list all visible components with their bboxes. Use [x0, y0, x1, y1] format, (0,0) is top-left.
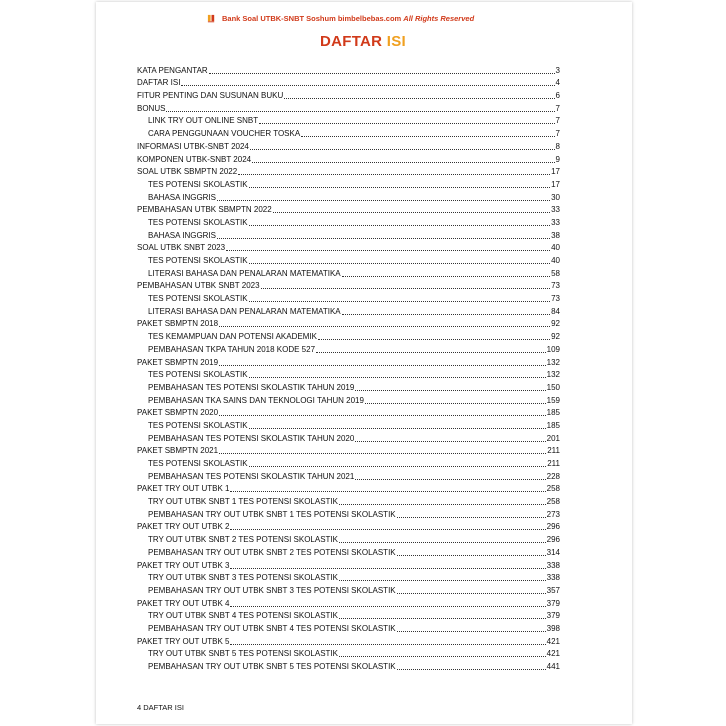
toc-entry-label: PEMBAHASAN TKA SAINS DAN TEKNOLOGI TAHUN 2019	[148, 395, 364, 405]
toc-leader-dots	[273, 211, 550, 213]
table-of-contents	[137, 63, 560, 672]
toc-entry-label: PEMBAHASAN UTBK SNBT 2023	[137, 281, 260, 291]
toc-entry-page: 273	[546, 509, 560, 519]
toc-entry-page: 338	[546, 560, 560, 570]
toc-entry-page: 3	[555, 65, 560, 75]
toc-leader-dots	[339, 655, 546, 657]
toc-entry-page: 84	[551, 306, 560, 316]
toc-entry[interactable]	[137, 88, 560, 101]
toc-leader-dots	[181, 84, 554, 86]
toc-entry[interactable]	[137, 101, 560, 114]
header-text	[222, 14, 474, 23]
toc-leader-dots	[230, 567, 545, 569]
toc-entry-page: 132	[546, 357, 560, 367]
toc-entry-page: 132	[546, 370, 560, 380]
toc-entry-page: 296	[546, 522, 560, 532]
toc-leader-dots	[365, 402, 546, 404]
toc-entry[interactable]	[137, 114, 560, 127]
toc-entry-label: PAKET TRY OUT UTBK 1	[137, 484, 230, 494]
toc-entry-label: TRY OUT UTBK SNBT 4 TES POTENSI SKOLASTIK	[148, 611, 338, 621]
toc-leader-dots	[249, 300, 551, 302]
toc-leader-dots	[316, 351, 546, 353]
toc-entry[interactable]	[137, 165, 560, 178]
toc-leader-dots	[249, 224, 551, 226]
toc-entry-label: PAKET SBMPTN 2018	[137, 319, 219, 329]
toc-leader-dots	[217, 199, 550, 201]
toc-entry-page: 7	[555, 129, 560, 139]
toc-entry[interactable]	[137, 63, 560, 76]
toc-leader-dots	[355, 389, 545, 391]
toc-entry-page: 33	[551, 205, 560, 215]
page-footer: 4 DAFTAR ISI	[137, 703, 184, 712]
toc-entry-page: 17	[551, 179, 560, 189]
toc-entry-page: 150	[546, 382, 560, 392]
toc-entry-page: 58	[551, 268, 560, 278]
toc-entry-page: 109	[546, 344, 560, 354]
toc-entry-page: 92	[551, 332, 560, 342]
toc-entry-page: 38	[551, 230, 560, 240]
toc-entry[interactable]	[137, 177, 560, 190]
toc-entry-page: 201	[546, 433, 560, 443]
toc-leader-dots	[301, 135, 554, 137]
toc-entry-page: 17	[551, 167, 560, 177]
toc-entry[interactable]	[137, 329, 560, 342]
toc-leader-dots	[342, 275, 550, 277]
toc-entry-label: PEMBAHASAN TKPA TAHUN 2018 KODE 527	[148, 344, 316, 354]
toc-entry-page: 314	[546, 547, 560, 557]
toc-leader-dots	[397, 668, 546, 670]
toc-entry[interactable]	[137, 532, 560, 545]
book-icon	[207, 14, 216, 23]
toc-entry[interactable]	[137, 558, 560, 571]
toc-leader-dots	[397, 592, 546, 594]
toc-entry-label: PEMBAHASAN TRY OUT UTBK SNBT 3 TES POTENSI SKOLASTIK	[148, 585, 396, 595]
toc-entry-page: 7	[555, 103, 560, 113]
toc-entry-page: 92	[551, 319, 560, 329]
toc-entry-label: BAHASA INGGRIS	[148, 192, 217, 202]
page-header	[207, 14, 474, 23]
toc-entry-label: LINK TRY OUT ONLINE SNBT	[148, 116, 259, 126]
toc-entry-page: 7	[555, 116, 560, 126]
toc-entry-page: 296	[546, 535, 560, 545]
toc-entry[interactable]	[137, 634, 560, 647]
toc-entry-label: PEMBAHASAN TES POTENSI SKOLASTIK TAHUN 2021	[148, 471, 355, 481]
toc-entry[interactable]	[137, 139, 560, 152]
toc-entry-page: 40	[551, 256, 560, 265]
toc-entry[interactable]	[137, 494, 560, 507]
toc-leader-dots	[230, 605, 545, 607]
toc-leader-dots	[355, 440, 545, 442]
toc-leader-dots	[249, 465, 547, 467]
toc-entry-page: 258	[546, 497, 560, 507]
toc-entry-label: DAFTAR ISI	[137, 78, 181, 88]
toc-entry[interactable]	[137, 203, 560, 216]
toc-leader-dots	[219, 414, 546, 416]
toc-entry[interactable]	[137, 304, 560, 317]
toc-entry-page: 8	[555, 141, 560, 151]
toc-entry-label: BONUS	[137, 103, 166, 113]
toc-entry-label: PEMBAHASAN TRY OUT UTBK SNBT 4 TES POTENSI SKOLASTIK	[148, 623, 396, 633]
toc-entry-page: 338	[546, 573, 560, 583]
toc-entry[interactable]	[137, 609, 560, 622]
toc-entry[interactable]	[137, 279, 560, 292]
toc-entry[interactable]	[137, 482, 560, 495]
toc-entry-page: 258	[546, 484, 560, 494]
toc-entry-page: 185	[546, 420, 560, 430]
toc-entry-label: KOMPONEN UTBK-SNBT 2024	[137, 154, 252, 164]
toc-entry[interactable]	[137, 406, 560, 419]
toc-entry-label: PAKET TRY OUT UTBK 3	[137, 560, 230, 570]
toc-entry[interactable]	[137, 253, 560, 266]
toc-entry-label: TES POTENSI SKOLASTIK	[148, 459, 248, 468]
toc-entry[interactable]	[137, 444, 560, 457]
toc-entry[interactable]	[137, 431, 560, 444]
toc-entry[interactable]	[137, 596, 560, 609]
toc-entry[interactable]	[137, 342, 560, 355]
toc-entry-label: TES POTENSI SKOLASTIK	[148, 217, 248, 227]
toc-leader-dots	[397, 554, 546, 556]
title-word-daftar: DAFTAR	[319, 33, 383, 50]
toc-entry-label: LITERASI BAHASA DAN PENALARAN MATEMATIKA	[148, 268, 341, 278]
toc-leader-dots	[339, 541, 546, 543]
toc-entry-page: 185	[546, 408, 560, 418]
toc-leader-dots	[249, 186, 551, 188]
toc-entry-label: LITERASI BAHASA DAN PENALARAN MATEMATIKA	[148, 306, 341, 316]
toc-entry-page: 379	[546, 611, 560, 621]
toc-leader-dots	[249, 376, 546, 378]
header-text-rights: All Rights Reserved	[403, 14, 475, 23]
toc-entry-page: 73	[551, 294, 560, 304]
toc-leader-dots	[318, 338, 550, 340]
toc-leader-dots	[226, 249, 550, 251]
toc-entry-label: PAKET TRY OUT UTBK 4	[137, 598, 230, 608]
toc-entry-label: PEMBAHASAN TES POTENSI SKOLASTIK TAHUN 2019	[148, 382, 355, 392]
toc-entry-page: 73	[551, 281, 560, 291]
toc-entry-label: TRY OUT UTBK SNBT 2 TES POTENSI SKOLASTIK	[148, 535, 338, 545]
toc-leader-dots	[284, 97, 554, 99]
toc-entry-label: TES POTENSI SKOLASTIK	[148, 420, 248, 430]
toc-entry[interactable]	[137, 583, 560, 596]
toc-entry-label: PAKET SBMPTN 2021	[137, 446, 219, 456]
toc-entry-label: TES POTENSI SKOLASTIK	[148, 370, 248, 380]
toc-entry-label: CARA PENGGUNAAN VOUCHER TOSKA	[148, 129, 301, 139]
toc-leader-dots	[250, 148, 555, 150]
toc-entry-label: KATA PENGANTAR	[137, 65, 208, 75]
toc-leader-dots	[252, 161, 554, 163]
toc-entry-label: TRY OUT UTBK SNBT 1 TES POTENSI SKOLASTIK	[148, 497, 338, 507]
toc-leader-dots	[339, 617, 546, 619]
toc-entry-label: TES KEMAMPUAN DAN POTENSI AKADEMIK	[148, 332, 317, 342]
toc-leader-dots	[219, 325, 550, 327]
toc-leader-dots	[342, 313, 550, 315]
toc-entry-page: 379	[546, 598, 560, 608]
toc-entry-label: TES POTENSI SKOLASTIK	[148, 179, 248, 189]
toc-entry[interactable]	[137, 456, 560, 469]
toc-entry[interactable]	[137, 520, 560, 533]
toc-entry[interactable]	[137, 507, 560, 520]
toc-entry-page: 30	[551, 192, 560, 202]
toc-entry-page: 33	[551, 217, 560, 227]
toc-entry-label: PAKET TRY OUT UTBK 2	[137, 522, 230, 532]
toc-leader-dots	[259, 122, 554, 124]
toc-leader-dots	[397, 516, 546, 518]
toc-entry-page: 421	[546, 636, 560, 646]
toc-entry[interactable]	[137, 621, 560, 634]
toc-leader-dots	[339, 579, 546, 581]
toc-leader-dots	[261, 287, 551, 289]
toc-leader-dots	[166, 110, 554, 112]
toc-entry[interactable]	[137, 291, 560, 304]
toc-entry[interactable]	[137, 380, 560, 393]
toc-entry-page: 211	[547, 459, 560, 468]
toc-entry[interactable]	[137, 76, 560, 89]
toc-entry-page: 159	[546, 395, 560, 405]
toc-leader-dots	[219, 452, 546, 454]
toc-entry-label: PAKET SBMPTN 2019	[137, 357, 219, 367]
toc-entry[interactable]	[137, 368, 560, 381]
toc-leader-dots	[219, 364, 546, 366]
toc-entry-label: TES POTENSI SKOLASTIK	[148, 256, 248, 265]
toc-entry[interactable]	[137, 241, 560, 254]
toc-entry-label: BAHASA INGGRIS	[148, 230, 217, 240]
toc-entry-page: 4	[555, 78, 560, 88]
toc-entry-label: PAKET TRY OUT UTBK 5	[137, 636, 230, 646]
toc-entry-label: INFORMASI UTBK-SNBT 2024	[137, 141, 249, 151]
toc-entry-label: PEMBAHASAN TRY OUT UTBK SNBT 1 TES POTENSI SKOLASTIK	[148, 509, 396, 519]
toc-entry-label: PAKET SBMPTN 2020	[137, 408, 219, 418]
toc-entry-page: 40	[551, 243, 560, 253]
toc-entry[interactable]	[137, 228, 560, 241]
toc-entry-label: PEMBAHASAN TES POTENSI SKOLASTIK TAHUN 2020	[148, 433, 355, 443]
toc-entry[interactable]	[137, 355, 560, 368]
toc-leader-dots	[355, 478, 545, 480]
toc-entry-label: PEMBAHASAN TRY OUT UTBK SNBT 5 TES POTENSI SKOLASTIK	[148, 662, 396, 671]
toc-leader-dots	[209, 72, 555, 74]
toc-entry[interactable]	[137, 190, 560, 203]
toc-entry-page: 228	[546, 471, 560, 481]
toc-entry-page: 6	[555, 91, 560, 101]
toc-entry-label: TES POTENSI SKOLASTIK	[148, 294, 248, 304]
toc-entry-page: 9	[555, 154, 560, 164]
page-title	[0, 33, 726, 50]
toc-entry[interactable]	[137, 469, 560, 482]
toc-entry-label: PEMBAHASAN TRY OUT UTBK SNBT 2 TES POTENSI SKOLASTIK	[148, 547, 396, 557]
toc-entry[interactable]	[137, 647, 560, 660]
toc-leader-dots	[339, 503, 546, 505]
toc-entry-page: 211	[547, 446, 560, 456]
toc-entry-label: PEMBAHASAN UTBK SBMPTN 2022	[137, 205, 272, 215]
toc-entry[interactable]	[137, 418, 560, 431]
toc-entry[interactable]	[137, 317, 560, 330]
toc-entry-label: TRY OUT UTBK SNBT 5 TES POTENSI SKOLASTIK	[148, 649, 338, 659]
toc-leader-dots	[238, 173, 550, 175]
toc-entry-label: FITUR PENTING DAN SUSUNAN BUKU	[137, 91, 284, 101]
toc-entry[interactable]	[137, 152, 560, 165]
toc-entry[interactable]	[137, 215, 560, 228]
toc-entry[interactable]	[137, 659, 560, 672]
toc-entry-label: SOAL UTBK SBMPTN 2022	[137, 167, 238, 177]
toc-entry[interactable]	[137, 266, 560, 279]
toc-entry-page: 421	[546, 649, 560, 659]
header-text-main: Bank Soal UTBK-SNBT Soshum bimbelbebas.com	[222, 14, 402, 23]
toc-entry-page: 357	[546, 585, 560, 595]
toc-entry-label: SOAL UTBK SNBT 2023	[137, 243, 226, 253]
toc-leader-dots	[217, 237, 550, 239]
toc-entry-page: 398	[546, 623, 560, 633]
toc-entry[interactable]	[137, 571, 560, 584]
toc-entry[interactable]	[137, 126, 560, 139]
toc-leader-dots	[230, 528, 545, 530]
toc-leader-dots	[230, 490, 545, 492]
toc-leader-dots	[249, 262, 551, 264]
toc-leader-dots	[397, 630, 546, 632]
toc-leader-dots	[230, 643, 545, 645]
toc-leader-dots	[249, 427, 546, 429]
toc-entry-page: 441	[546, 662, 560, 671]
toc-entry[interactable]	[137, 545, 560, 558]
toc-entry-label: TRY OUT UTBK SNBT 3 TES POTENSI SKOLASTIK	[148, 573, 338, 583]
title-word-isi: ISI	[386, 33, 407, 50]
toc-entry[interactable]	[137, 393, 560, 406]
